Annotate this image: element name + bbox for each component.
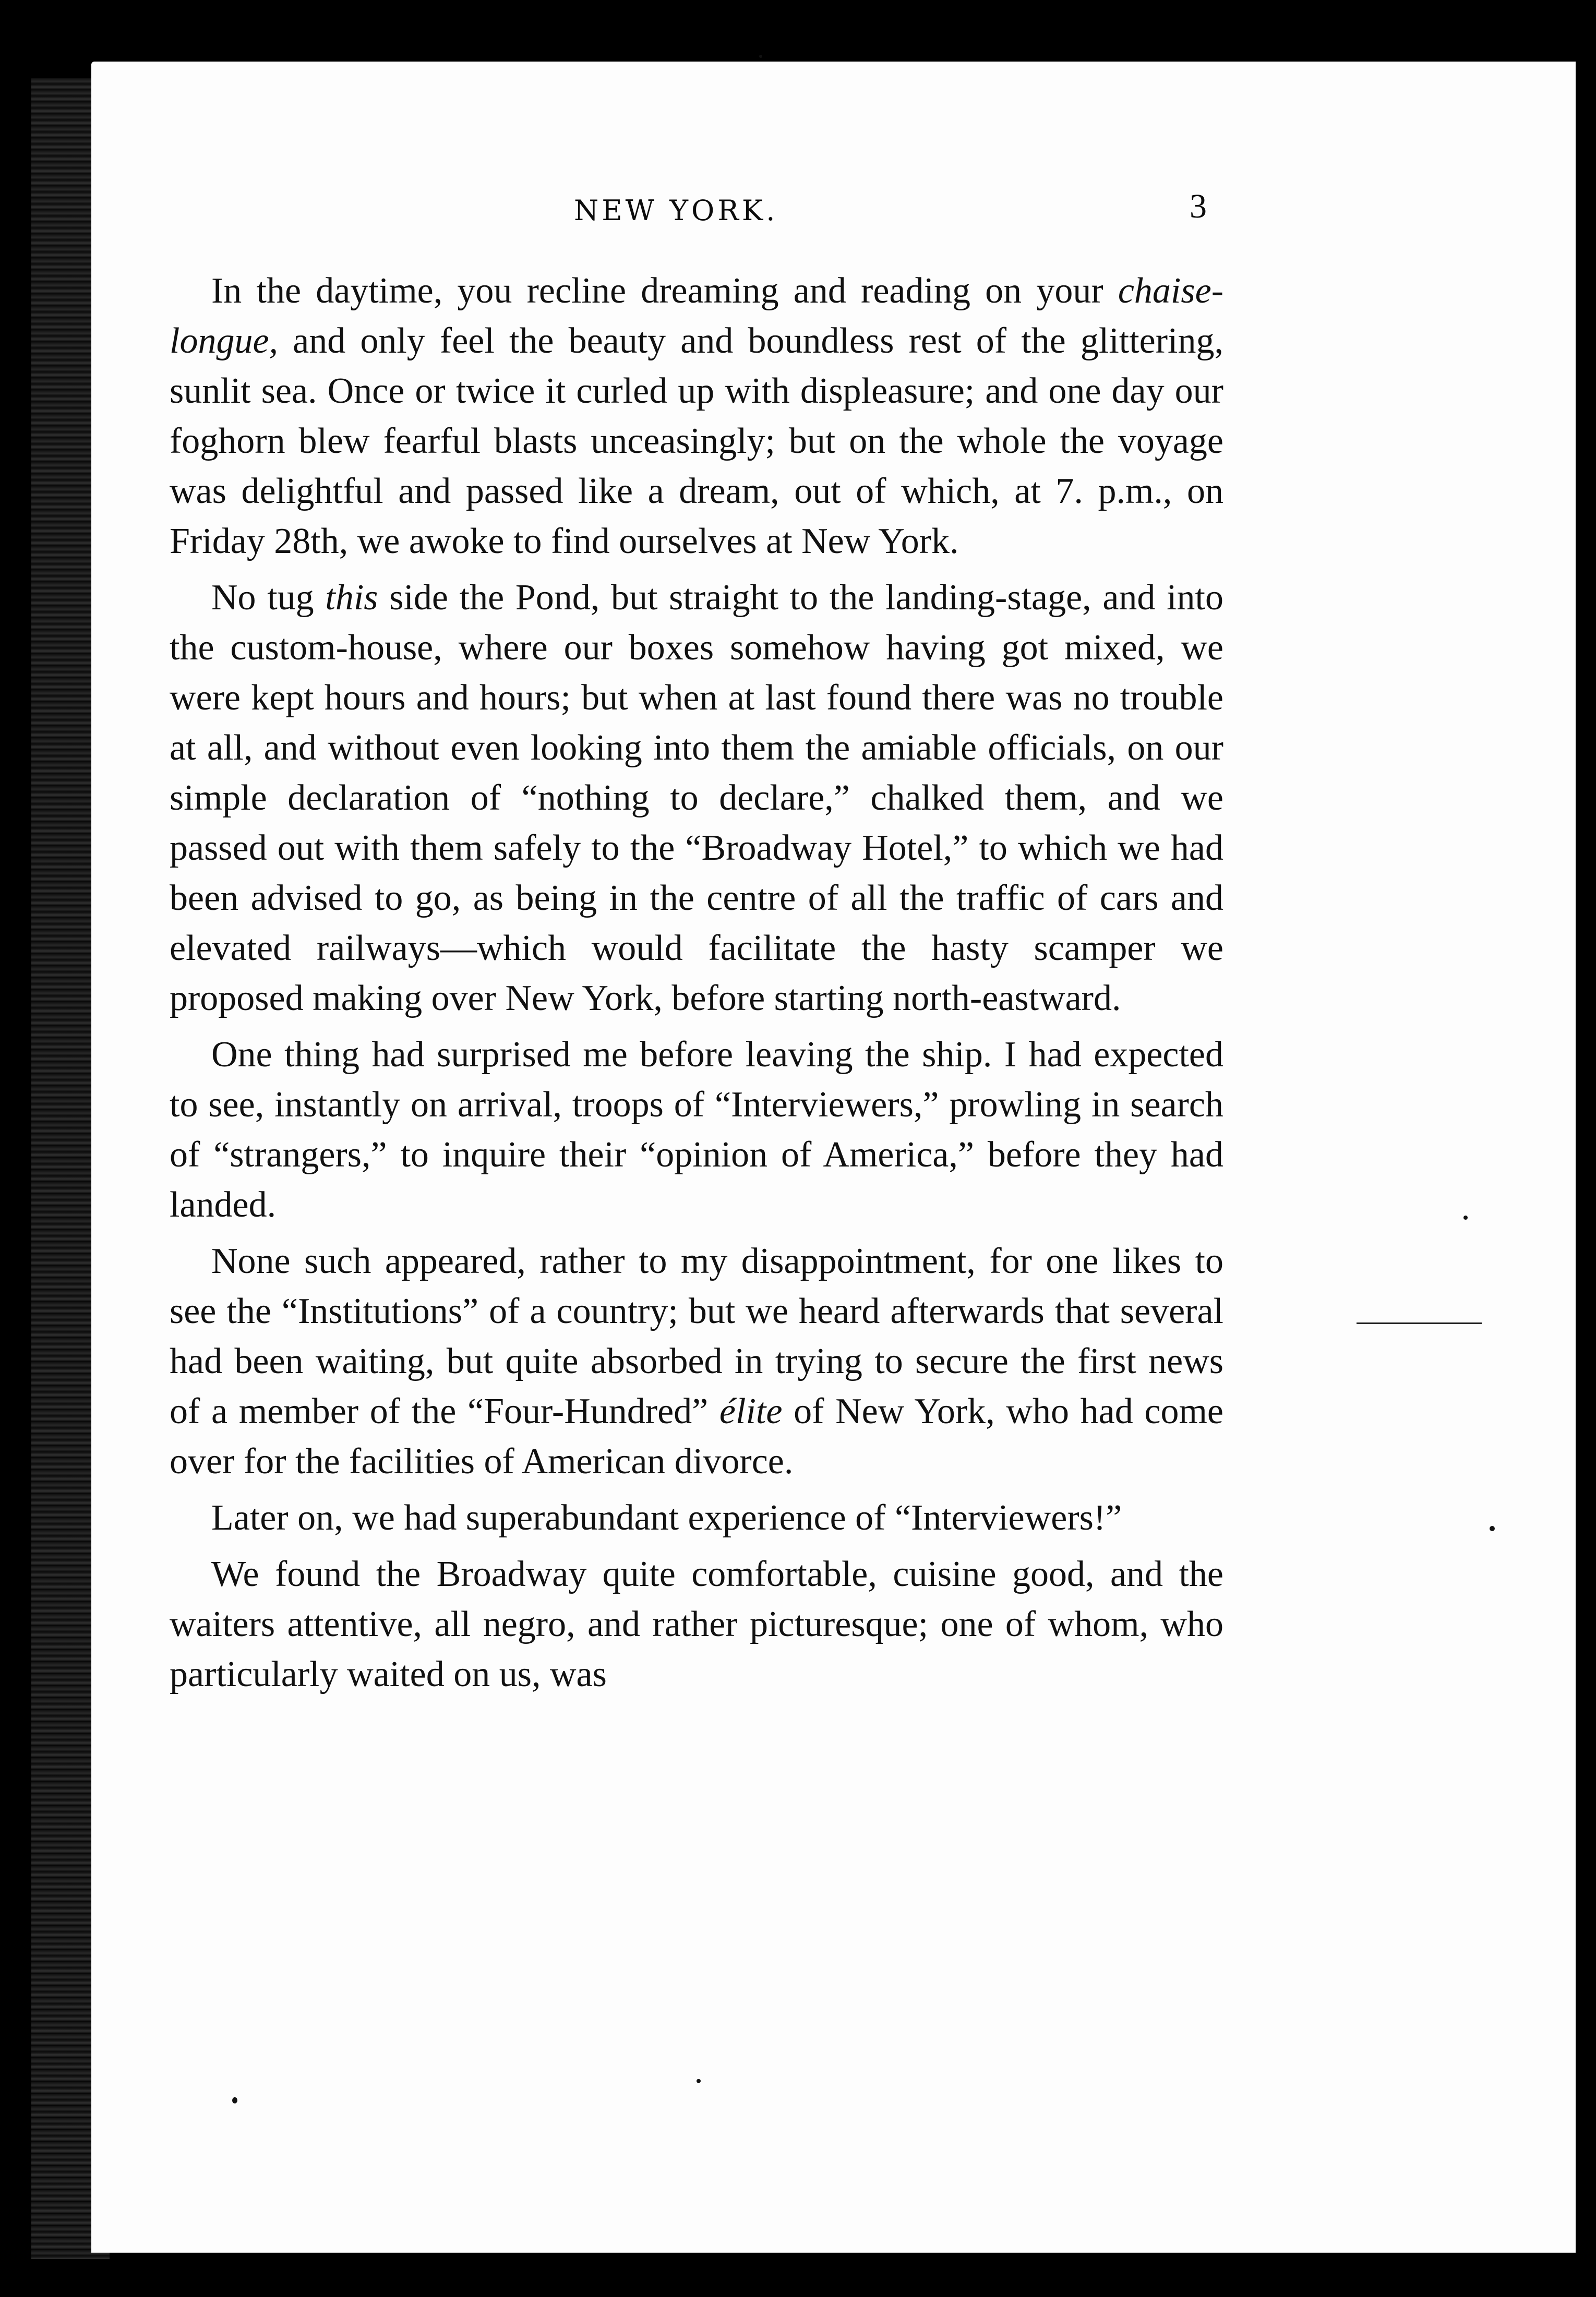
italic-text: this xyxy=(325,578,378,618)
paragraph-text: and only feel the beauty and boundless rest of the glittering, sunlit sea. Once or twice it curled up with displeasure; and one day our foghorn blew fearful blasts unceasingly; but on the whole the voyage was delightful and passed like a dream, out of which, at 7. p.m., on Friday 28th, we awoke to find ourselves at New York. xyxy=(170,321,1223,561)
scan-speck xyxy=(697,2079,701,2083)
scan-border xyxy=(0,0,31,2297)
italic-text: élite xyxy=(719,1391,783,1432)
paragraph-text: of New York, who had come over for the facilities of American divorce. xyxy=(170,1391,1223,1482)
body-text xyxy=(170,266,1223,1700)
paragraph-text: No tug xyxy=(211,578,326,618)
paragraph: We found the Broadway quite comfortable, cuisine good, and the waiters attentive, all negro, and rather picturesque; one of whom, who particularly waited on us, was xyxy=(170,1554,1223,1694)
paragraph: Later on, we had superabundant experience of “Interviewers!” xyxy=(211,1498,1122,1538)
paragraph xyxy=(170,573,1223,1024)
paragraph xyxy=(170,266,1223,567)
paragraph-text: None such appeared, rather to my disappointment, for one likes to see the “Institutions” of a country; but we heard afterwards that several had been waiting, but quite absorbed in trying to secure the first news of a member of the “Four-Hundred” xyxy=(170,1241,1223,1432)
italic-text: chaise-longue, xyxy=(170,271,1223,361)
scan-speck xyxy=(232,2097,237,2103)
paragraph-text: In the daytime, you recline dreaming and reading on your xyxy=(211,271,1118,311)
running-title: NEW YORK. xyxy=(574,194,778,227)
paragraph: One thing had surprised me before leaving the ship. I had expected to see, instantly on arrival, troops of “Interviewers,” prowling in search of “strangers,” to inquire their “opinion of America,” before they had landed. xyxy=(170,1035,1223,1225)
margin-mark xyxy=(1357,1322,1482,1324)
scan-speck xyxy=(1490,1526,1495,1531)
paragraph-text: side the Pond, but straight to the landing-stage, and into the custom-house, where our boxes somehow having got mixed, we were kept hours and hours; but when at last found there was no trouble at all, and without even looking into them the amiable officials, on our simple declaration of “nothing to declare,” chalked them, and we passed out with them safely to the “Broadway Hotel,” to which we had been advised to go, as being in the centre of all the traffic of cars and elevated railways—which would facilitate the hasty scamper we proposed making over New York, before starting north-eastward. xyxy=(170,578,1223,1018)
scan-speck xyxy=(1463,1216,1468,1220)
scan-speck xyxy=(759,55,762,58)
paragraph xyxy=(170,1236,1223,1487)
page-number: 3 xyxy=(1190,187,1207,225)
